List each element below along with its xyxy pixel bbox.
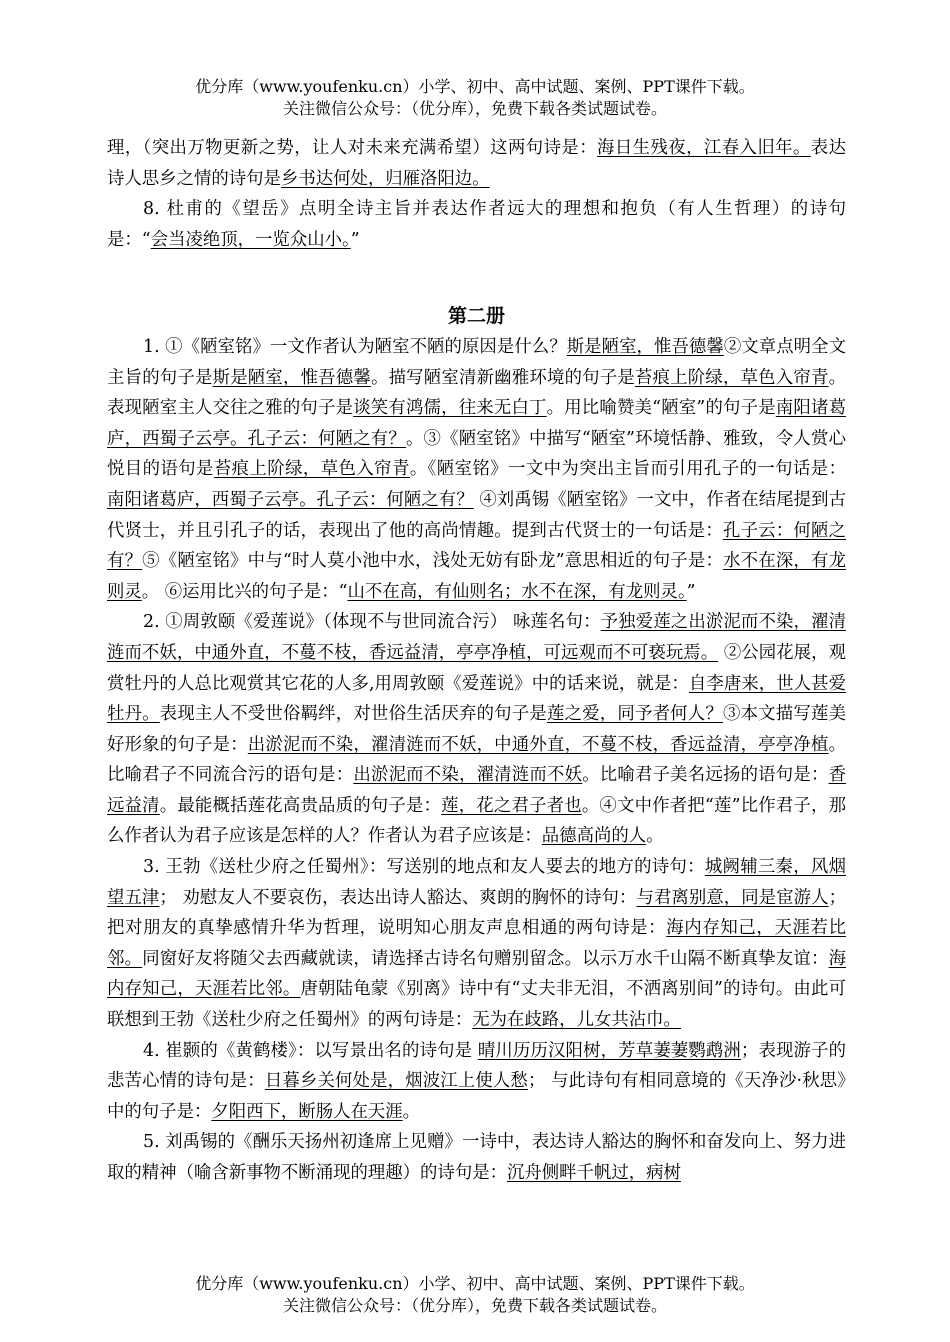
- question-text: 2. ①周敦颐《爱莲说》（体现不与世同流合污） 咏莲名句：: [143, 612, 601, 633]
- page-header: [0, 76, 950, 120]
- answer-text: 水不在深，有龙则灵: [107, 551, 846, 602]
- question-text: 。最能概括莲花高贵品质的句子是：: [159, 795, 442, 816]
- question-text: 3. 王勃《送杜少府之任蜀州》：写送别的地点和友人要去的地方的诗句：: [143, 857, 705, 878]
- answer-text: 斯是陋室，惟吾德馨: [566, 336, 724, 357]
- question-text: 唐朝陆龟蒙《别离》诗中有“丈夫非无泪，不洒离别间”的诗句。由此可联想到王勃《送杜少府之任蜀州》的两句诗是：: [107, 979, 846, 1031]
- answer-text: 苔痕上阶绿，草色入帘青: [213, 459, 410, 480]
- question-text: 同窗好友将随父去西藏就读，请选择古诗名句赠别留念。以示万水千山隔不断真挚友谊：: [142, 948, 829, 969]
- question-text: 。③《陋室铭》中描写“陋室”环境恬静、雅致，令人赏心悦目的语句是: [107, 428, 846, 480]
- question-text: 。比喻君子不同流合污的语句是：: [107, 734, 846, 786]
- question-text: 。《陋室铭》一文中为突出主旨而引用孔子的一句话是：: [409, 459, 846, 480]
- question-text: 。④文中作者把“莲”比作君子，那么作者认为君子应该是怎样的人？作者认为君子应该是：: [107, 795, 846, 847]
- question-text: 表现主人不受世俗羁绊，对世俗生活厌弃的句子是: [159, 704, 547, 725]
- question-text: ⑤《陋室铭》中与“时人莫小池中水，浅处无妨有卧龙”意思相近的句子是：: [142, 551, 724, 572]
- header-line-1: 优分库（www.youfenku.cn）小学、初中、高中试题、案例、PPT课件下载。: [195, 77, 755, 96]
- paragraph: [107, 332, 846, 607]
- answer-text: 苔痕上阶绿，草色入帘青: [634, 367, 829, 388]
- answer-text: 海日生残夜，江春入旧年。: [597, 138, 811, 158]
- answer-text: 谈笑有鸿儒，往来无白丁: [353, 398, 547, 419]
- question-text: ；表现游子的悲苦心情的诗句是：: [107, 1040, 846, 1092]
- answer-text: 自李唐来，世人甚爱牡丹。: [107, 673, 846, 725]
- paragraph: [107, 133, 846, 194]
- question-text: 。描写陋室清新幽雅环境的句子是: [370, 367, 635, 388]
- answer-text: 品德高尚的人: [541, 826, 647, 847]
- answer-text: 山不在高，有仙则名；水不在深，有龙则灵。: [347, 581, 687, 602]
- page-footer: [0, 1273, 950, 1317]
- footer-line-1: 优分库（www.youfenku.cn）小学、初中、高中试题、案例、PPT课件下载。: [195, 1274, 755, 1293]
- question-text: ”: [686, 581, 696, 602]
- question-text: ④刘禹锡《陋室铭》一文中，作者在结尾提到古代贤士，并且引孔子的话，表现出了他的高尚情趣。提到古代贤士的一句话是：: [107, 489, 846, 541]
- answer-text: 南阳诸葛庐，西蜀子云亭。孔子云：何陋之有？: [107, 398, 846, 449]
- answer-text: 日暮乡关何处是，烟波江上使人愁: [264, 1071, 528, 1092]
- question-text: 。: [646, 826, 664, 847]
- answer-text: 会当凌绝顶，一览众山小。: [150, 229, 351, 250]
- answer-text: 海内存知己，天涯若比邻。: [107, 948, 846, 1000]
- question-text: 。表现陋室主人交往之雅的句子是: [107, 367, 846, 419]
- answer-text: 莲，花之君子者也: [441, 795, 582, 816]
- answer-text: 斯是陋室，惟吾德馨: [212, 367, 371, 388]
- answer-text: 莲之爱，同予者何人？: [546, 704, 723, 725]
- question-text: 。用比喻赞美“陋室”的句子是: [546, 398, 776, 419]
- answer-text: 孔子云：何陋之有？: [107, 520, 846, 572]
- question-text: ；把对朋友的真挚感情升华为哲理，说明知心朋友声息相通的两句诗是：: [107, 887, 846, 939]
- answer-text: 沉舟侧畔千帆过，病树: [507, 1163, 681, 1183]
- paragraph: [107, 1127, 846, 1188]
- question-text: ②公园花展，观赏牡丹的人总比观赏其它花的人多,用周敦颐《爱莲说》中的话来说，就是：: [107, 642, 846, 694]
- question-text: 。比喻君子美名远扬的语句是：: [582, 765, 829, 786]
- answer-text: 晴川历历汉阳树，芳草萋萋鹦鹉洲: [477, 1040, 741, 1061]
- question-text: 8. 杜甫的《望岳》点明全诗主旨并表达作者远大的理想和抱负（有人生哲理）的诗句是：“: [107, 199, 846, 250]
- question-text: ②文章点明全文主旨的句子是: [107, 336, 846, 388]
- question-text: ③本文描写莲美好形象的句子是：: [107, 704, 846, 755]
- question-text: 。 ⑥运用比兴的句子是：“: [141, 581, 348, 602]
- header-line-2: 关注微信公众号：（优分库），免费下载各类试题试卷。: [282, 99, 667, 118]
- question-text: 1. ①《陋室铭》一文作者认为陋室不陋的原因是什么？: [143, 336, 567, 357]
- answer-text: 乡书达何处，归雁洛阳边。: [280, 168, 490, 189]
- answer-text: 夕阳西下，断肠人在天涯: [211, 1101, 403, 1122]
- answer-text: 香远益清: [107, 765, 846, 816]
- answer-text: 海内存知己，天涯若比邻。: [107, 918, 846, 969]
- paragraph: [107, 194, 846, 255]
- question-text: 5. 刘禹锡的《酬乐天扬州初逢席上见赠》一诗中，表达诗人豁达的胸怀和奋发向上、努力进取的精神（喻含新事物不断涌现的理趣）的诗句是：: [107, 1132, 846, 1183]
- question-text: 4. 崔颢的《黄鹤楼》：以写景出名的诗句是: [143, 1040, 478, 1061]
- paragraph: [107, 852, 846, 1036]
- answer-text: 无为在歧路，儿女共沾巾。: [472, 1010, 681, 1031]
- question-text: ； 与此诗句有相同意境的《天净沙·秋思》中的句子是：: [107, 1071, 846, 1122]
- answer-text: 南阳诸葛庐，西蜀子云亭。孔子云：何陋之有？: [107, 489, 474, 510]
- paragraph: [107, 607, 846, 852]
- answer-text: 与君离别意，同是宦游人: [636, 887, 829, 908]
- document-body: [107, 133, 846, 1189]
- answer-text: 城阙辅三秦，风烟望五津: [107, 857, 846, 908]
- question-text: 。: [402, 1101, 421, 1122]
- footer-line-2: 关注微信公众号：（优分库），免费下载各类试题试卷。: [282, 1296, 667, 1315]
- answer-text: 出淤泥而不染，濯清涟而不妖: [353, 765, 583, 786]
- question-text: 表达诗人思乡之情的诗句是: [107, 138, 846, 189]
- answer-text: 出淤泥而不染，濯清涟而不妖，中通外直，不蔓不枝，香远益清，亭亭净植: [247, 734, 829, 755]
- section-title: 第二册: [447, 305, 505, 328]
- answer-text: 予独爱莲之出淤泥而不染，濯清涟而不妖，中通外直，不蔓不枝，香远益清，亭亭净植，可远观而不可亵玩焉。: [107, 612, 846, 663]
- paragraph: [107, 1036, 846, 1128]
- question-text: ”: [350, 229, 360, 250]
- question-text: 理，（突出万物更新之势，让人对未来充满希望）这两句诗是：: [107, 138, 598, 158]
- question-text: ； 劝慰友人不要哀伤，表达出诗人豁达、爽朗的胸怀的诗句：: [159, 887, 637, 908]
